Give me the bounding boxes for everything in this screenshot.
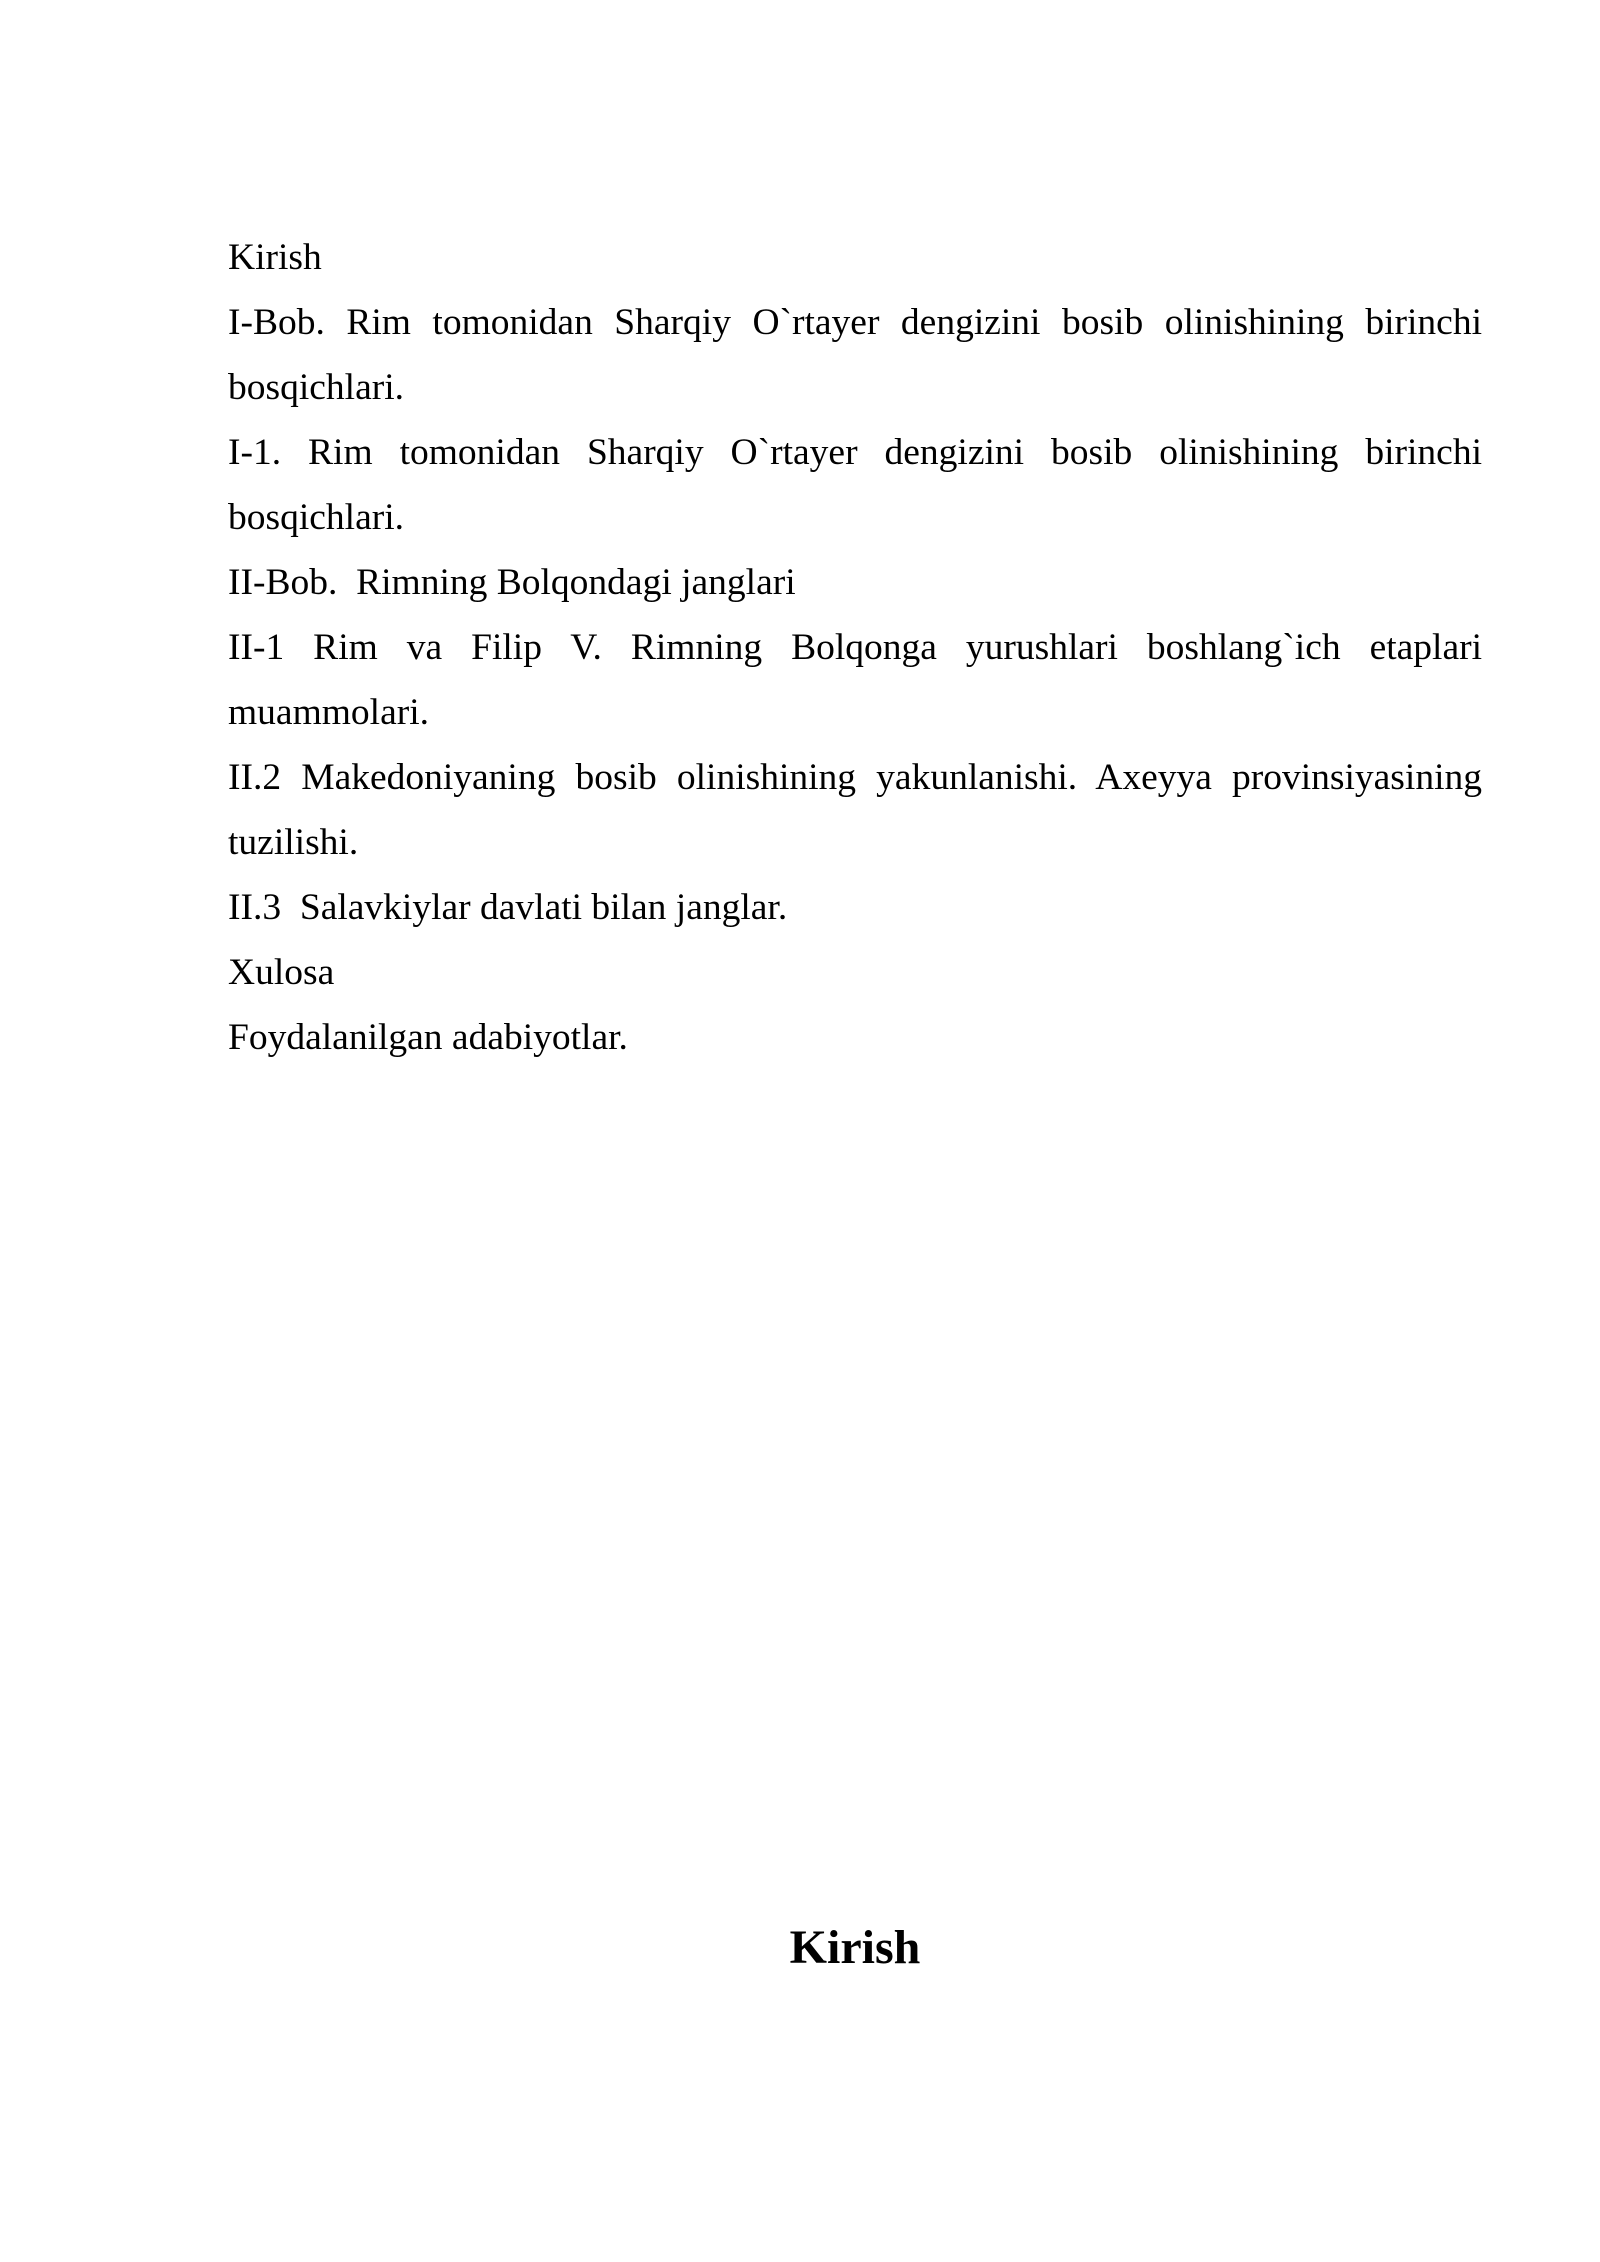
toc-line: II.3 Salavkiylar davlati bilan janglar. xyxy=(228,887,788,928)
toc-line: Foydalanilgan adabiyotlar. xyxy=(228,1017,628,1058)
toc-entry-xulosa xyxy=(228,940,1482,1005)
toc-entry-bibliography xyxy=(228,1005,1482,1070)
toc-line: II-1 Rim va Filip V. Rimning Bolqonga yurushlari boshlang`ich etaplari xyxy=(228,627,1482,668)
toc-entry-section-2-2 xyxy=(228,745,1482,875)
table-of-contents xyxy=(228,225,1482,1070)
toc-entry-section-1-1 xyxy=(228,420,1482,550)
toc-entry-section-2-3 xyxy=(228,875,1482,940)
toc-line: I-1. Rim tomonidan Sharqiy O`rtayer dengizini bosib olinishining birinchi xyxy=(228,432,1482,473)
toc-line: bosqichlari. xyxy=(228,367,405,408)
toc-line: tuzilishi. xyxy=(228,822,359,863)
toc-entry-kirish xyxy=(228,225,1482,290)
toc-line: Xulosa xyxy=(228,952,335,993)
toc-entry-section-2-1 xyxy=(228,615,1482,745)
toc-line: II.2 Makedoniyaning bosib olinishining yakunlanishi. Axeyya provinsiyasining xyxy=(228,757,1482,798)
toc-entry-chapter-2 xyxy=(228,550,1482,615)
toc-line: Kirish xyxy=(228,237,322,278)
toc-entry-chapter-1 xyxy=(228,290,1482,420)
toc-line: I-Bob. Rim tomonidan Sharqiy O`rtayer dengizini bosib olinishining birinchi xyxy=(228,302,1482,343)
toc-line: bosqichlari. xyxy=(228,497,405,538)
toc-line: II-Bob. Rimning Bolqondagi janglari xyxy=(228,562,796,603)
toc-line: muammolari. xyxy=(228,692,429,733)
section-heading: Kirish xyxy=(789,1921,921,1974)
